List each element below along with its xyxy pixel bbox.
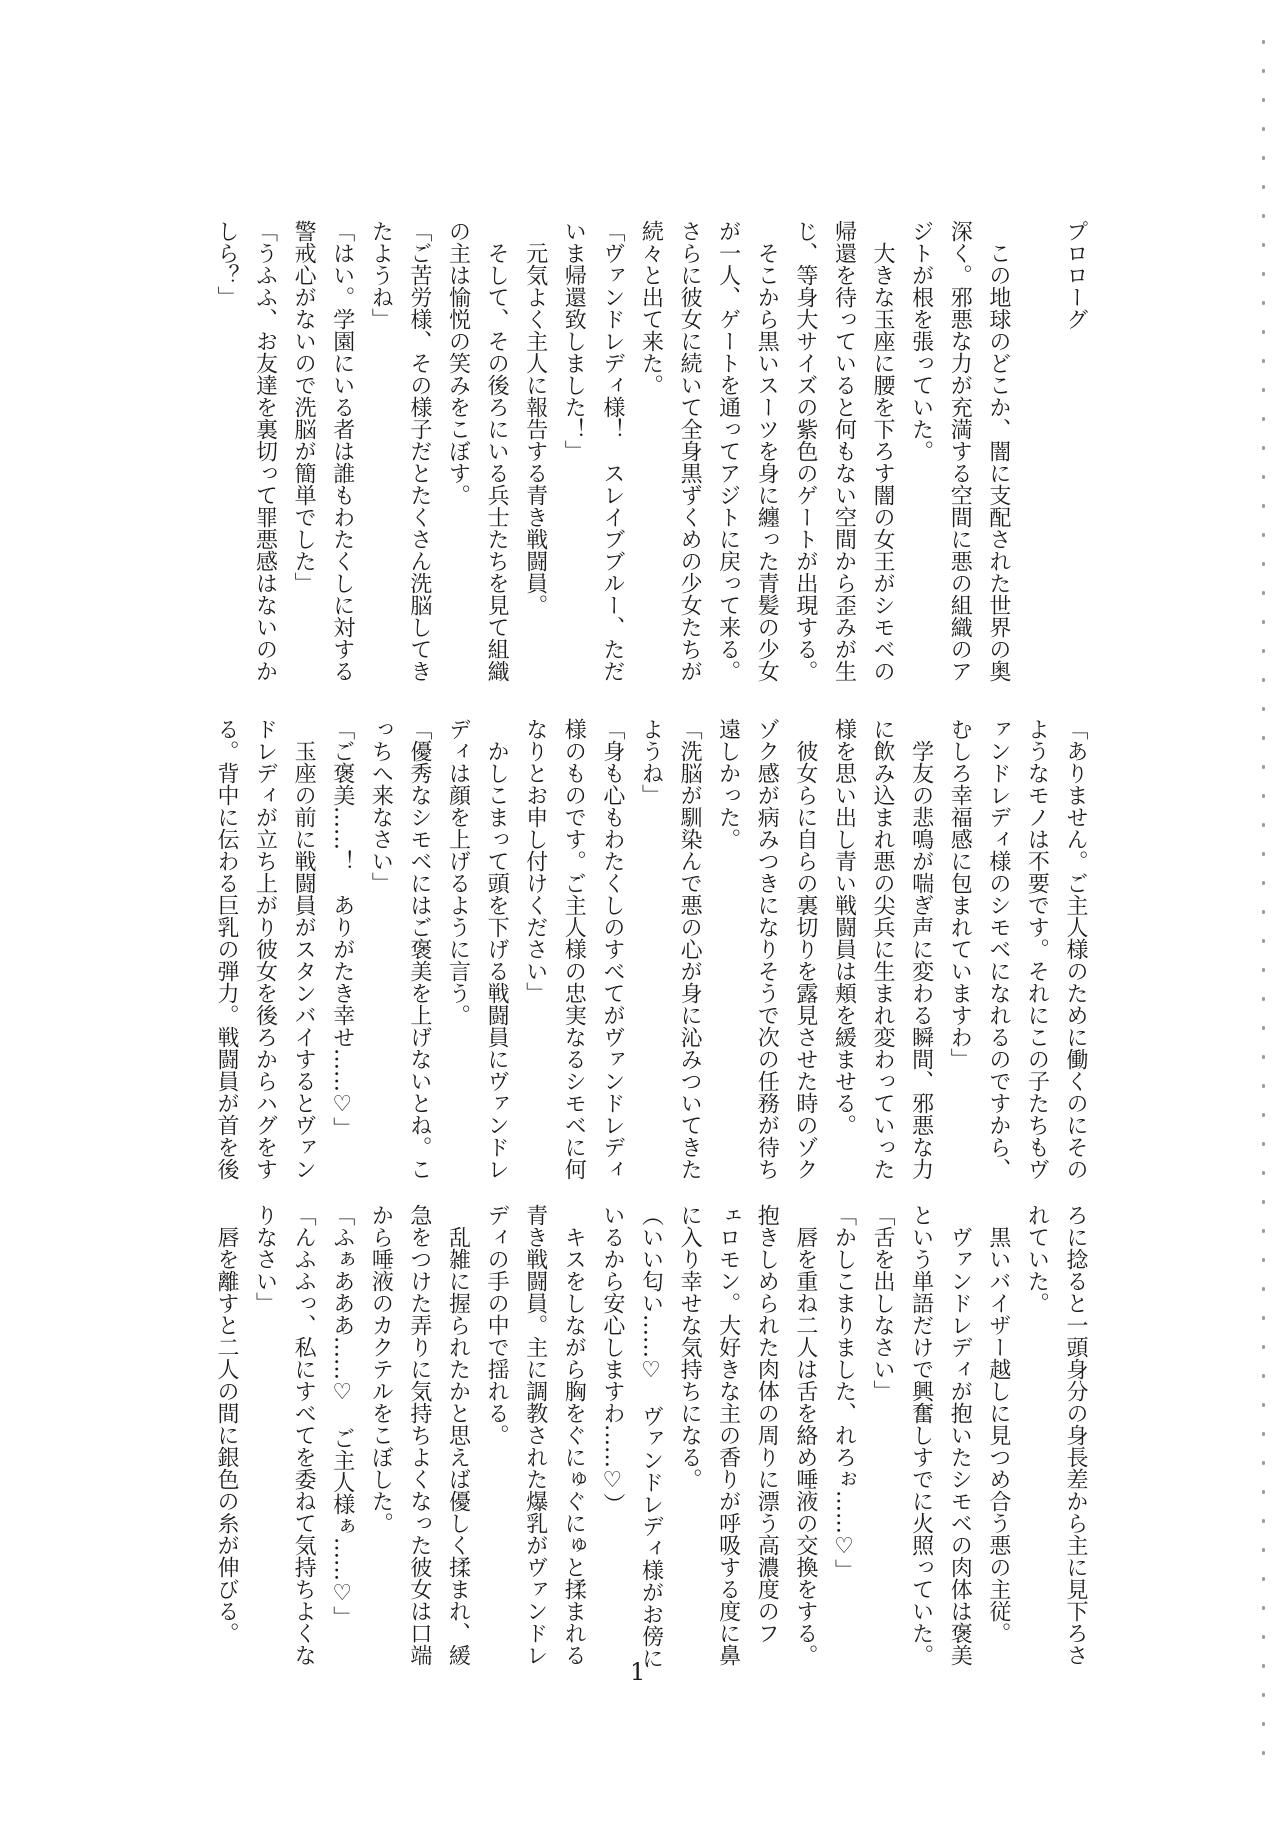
text-column: 深く。邪悪な力が充満する空間に悪の組織のア — [947, 220, 973, 682]
binding-mark-dot — [1262, 330, 1265, 334]
binding-mark-dot — [1262, 504, 1265, 508]
text-column: ェロモン。大好きな主の香りが呼吸する度に鼻 — [715, 1204, 741, 1666]
binding-mark-dot — [1262, 40, 1265, 44]
text-column: この地球のどこか、闇に支配された世界の奥 — [985, 220, 1011, 682]
text-column: なりとお申し付けください」 — [522, 718, 548, 1004]
binding-mark-dot — [1262, 1026, 1265, 1030]
text-column: 元気よく主人に報告する青き戦闘員。 — [522, 220, 548, 616]
text-column: ようね」 — [638, 718, 664, 806]
binding-mark-dot — [1262, 707, 1265, 711]
binding-mark-dot — [1262, 1664, 1265, 1668]
text-column: ジトが根を張っていた。 — [908, 220, 934, 462]
binding-mark-dot — [1262, 1722, 1265, 1726]
text-column: 「ご褒美……！ ありがたき幸せ……♡」 — [329, 718, 355, 1139]
text-column: 様を思い出し青い戦闘員は頬を緩ませる。 — [831, 718, 857, 1136]
binding-mark-dot — [1262, 736, 1265, 740]
text-column: むしろ幸福感に包まれていますわ」 — [947, 718, 973, 1070]
text-column: ディの手の中で揺れる。 — [484, 1204, 510, 1446]
binding-mark-dot — [1262, 1403, 1265, 1407]
text-column: かしこまって頭を下げる戦闘員にヴァンドレ — [484, 718, 510, 1180]
text-column: 「うふふ、お友達を裏切って罪悪感はないのか — [252, 220, 278, 682]
binding-mark-dot — [1262, 852, 1265, 856]
text-column: 抱きしめられた肉体の周りに漂う高濃度のフ — [754, 1204, 780, 1644]
binding-mark-dot — [1262, 1432, 1265, 1436]
text-column: じ、等身大サイズの紫色のゲートが出現する。 — [792, 220, 818, 682]
text-column: ゾク感が病みつきになりそうで次の任務が待ち — [754, 718, 780, 1180]
binding-mark-dot — [1262, 1200, 1265, 1204]
binding-mark-dot — [1262, 1113, 1265, 1117]
binding-mark-dot — [1262, 388, 1265, 392]
binding-mark-dot — [1262, 968, 1265, 972]
text-column: が一人、ゲートを通ってアジトに戻って来る。 — [715, 220, 741, 682]
text-block-top — [204, 220, 1094, 682]
text-column: そして、その後ろにいる兵士たちを見て組織 — [484, 220, 510, 682]
binding-mark-dot — [1262, 1606, 1265, 1610]
text-column: 学友の悲鳴が喘ぎ声に変わる瞬間、邪悪な力 — [908, 718, 934, 1180]
binding-mark-dot — [1262, 127, 1265, 131]
binding-mark-dot — [1262, 359, 1265, 363]
text-column: （いい匂い……♡ ヴァンドレディ様がお傍に — [638, 1204, 664, 1669]
binding-mark-dot — [1262, 69, 1265, 73]
text-column: 「ありません。ご主人様のために働くのにその — [1063, 718, 1088, 1180]
binding-mark-dot — [1262, 591, 1265, 595]
binding-mark-dot — [1262, 939, 1265, 943]
text-column: の主は愉悦の笑みをこぼす。 — [445, 220, 471, 506]
binding-mark-dot — [1262, 1461, 1265, 1465]
binding-mark-dot — [1262, 98, 1265, 102]
binding-mark-dot — [1262, 1171, 1265, 1175]
text-column: 青き戦闘員。主に調教された爆乳がヴァンドレ — [522, 1204, 548, 1666]
binding-mark-dot — [1262, 1316, 1265, 1320]
page-number: 1 — [630, 1658, 646, 1686]
binding-mark-dot — [1262, 649, 1265, 653]
binding-mark-dot — [1262, 1519, 1265, 1523]
binding-mark-dot — [1262, 1751, 1265, 1755]
text-column: に入り幸せな気持ちになる。 — [677, 1204, 703, 1490]
binding-mark-dot — [1262, 1548, 1265, 1552]
binding-mark-dot — [1262, 881, 1265, 885]
text-column: 続々と出て来た。 — [638, 220, 664, 396]
binding-mark-dot — [1262, 185, 1265, 189]
text-column: 唇を重ね二人は舌を絡め唾液の交換をする。 — [792, 1204, 818, 1666]
binding-mark-dot — [1262, 1287, 1265, 1291]
text-column: っちへ来なさい」 — [368, 718, 394, 894]
text-column: 唇を離すと二人の間に銀色の糸が伸びる。 — [213, 1204, 239, 1644]
text-column: プロローグ — [1063, 220, 1088, 330]
binding-mark-dot — [1262, 156, 1265, 160]
text-column: いるから安心しますわ……♡） — [599, 1204, 625, 1515]
text-column: 「かしこまりました、れろぉ……♡」 — [831, 1204, 857, 1581]
text-column: 乱雑に握られたかと思えば優しく揉まれ、緩 — [445, 1204, 471, 1666]
text-column: 遠しかった。 — [715, 718, 741, 850]
text-column: 急をつけた弄りに気持ちよくなった彼女は口端 — [406, 1204, 432, 1666]
text-column: 彼女らに自らの裏切りを露見させた時のゾク — [792, 718, 818, 1180]
text-column: ドレディが立ち上がり彼女を後ろからハグをす — [252, 718, 278, 1180]
text-column: に飲み込まれ悪の尖兵に生まれ変わっていった — [870, 718, 896, 1180]
binding-mark-dot — [1262, 823, 1265, 827]
text-column: ヴァンドレディが抱いたシモベの肉体は褒美 — [947, 1204, 973, 1666]
text-column: しら？」 — [213, 220, 239, 308]
binding-mark-dot — [1262, 417, 1265, 421]
binding-mark-dot — [1262, 910, 1265, 914]
binding-mark-dot — [1262, 997, 1265, 1001]
binding-mark-dot — [1262, 446, 1265, 450]
binding-mark-dot — [1262, 562, 1265, 566]
binding-mark-dot — [1262, 1229, 1265, 1233]
text-column: 様のものです。ご主人様の忠実なるシモベに何 — [561, 718, 587, 1180]
binding-mark-dot — [1262, 794, 1265, 798]
binding-mark-dot — [1262, 1142, 1265, 1146]
binding-mark-dot — [1262, 1490, 1265, 1494]
text-column: 「優秀なシモベにはご褒美を上げないとね。こ — [406, 718, 432, 1180]
text-column: ようなモノは不要です。それにこの子たちもヴ — [1024, 718, 1050, 1180]
binding-mark-dot — [1262, 243, 1265, 247]
text-column: いま帰還致しました！」 — [561, 220, 587, 462]
text-block-bottom — [204, 1204, 1094, 1669]
text-column: 黒いバイザー越しに見つめ合う悪の主従。 — [985, 1204, 1011, 1644]
text-block-middle — [204, 718, 1094, 1180]
text-column: 玉座の前に戦闘員がスタンバイするとヴァン — [291, 718, 317, 1180]
text-column: 大きな玉座に腰を下ろす闇の女王がシモベの — [870, 220, 896, 682]
text-column: 警戒心がないので洗脳が簡単でした」 — [291, 220, 317, 594]
binding-mark-dot — [1262, 214, 1265, 218]
text-column: 「洗脳が馴染んで悪の心が身に沁みついてきた — [677, 718, 703, 1180]
binding-mark-dot — [1262, 620, 1265, 624]
binding-mark-dot — [1262, 1345, 1265, 1349]
text-column: ディは顔を上げるように言う。 — [445, 718, 471, 1026]
text-column — [1017, 220, 1056, 670]
binding-mark-dot — [1262, 533, 1265, 537]
text-column: 「はい。学園にいる者は誰もわたくしに対する — [329, 220, 355, 682]
binding-mark-dot — [1262, 272, 1265, 276]
text-column: る。背中に伝わる巨乳の弾力。戦闘員が首を後 — [213, 718, 239, 1180]
text-column: ろに捻ると一頭身分の身長差から主に見下ろさ — [1063, 1204, 1088, 1666]
text-column: たようね」 — [368, 220, 394, 330]
binding-mark-dot — [1262, 1258, 1265, 1262]
text-column: 「ふぁあああ……♡ ご主人様ぁ……♡」 — [329, 1204, 355, 1628]
text-column: りなさい」 — [252, 1204, 278, 1314]
text-column: から唾液のカクテルをこぼした。 — [368, 1204, 394, 1534]
binding-mark-dot — [1262, 301, 1265, 305]
text-column: キスをしながら胸をぐにゅぐにゅと揉まれる — [561, 1204, 587, 1666]
text-column: ァンドレディ様のシモベになれるのですから、 — [985, 718, 1011, 1180]
text-column: 「ヴァンドレディ様！ スレイブブルー、ただ — [599, 220, 625, 682]
text-column: 「舌を出しなさい」 — [870, 1204, 896, 1402]
binding-mark-dot — [1262, 1577, 1265, 1581]
text-column: さらに彼女に続いて全身黒ずくめの少女たちが — [677, 220, 703, 682]
binding-hole-marks — [1262, 40, 1268, 1800]
text-column: れていた。 — [1024, 1204, 1050, 1314]
binding-mark-dot — [1262, 1635, 1265, 1639]
binding-mark-dot — [1262, 1374, 1265, 1378]
binding-mark-dot — [1262, 475, 1265, 479]
binding-mark-dot — [1262, 1693, 1265, 1697]
text-column: 「身も心もわたくしのすべてがヴァンドレディ — [599, 718, 625, 1180]
text-column: 「ご苦労様、その様子だとたくさん洗脳してき — [406, 220, 432, 682]
binding-mark-dot — [1262, 1084, 1265, 1088]
binding-mark-dot — [1262, 678, 1265, 682]
text-column: という単語だけで興奮しすでに火照っていた。 — [908, 1204, 934, 1666]
text-column: 「んふふっ、私にすべてを委ねて気持ちよくな — [291, 1204, 317, 1666]
text-column: 帰還を待っていると何もない空間から歪みが生 — [831, 220, 857, 682]
binding-mark-dot — [1262, 765, 1265, 769]
binding-mark-dot — [1262, 1055, 1265, 1059]
text-column: そこから黒いスーツを身に纏った青髪の少女 — [754, 220, 780, 682]
